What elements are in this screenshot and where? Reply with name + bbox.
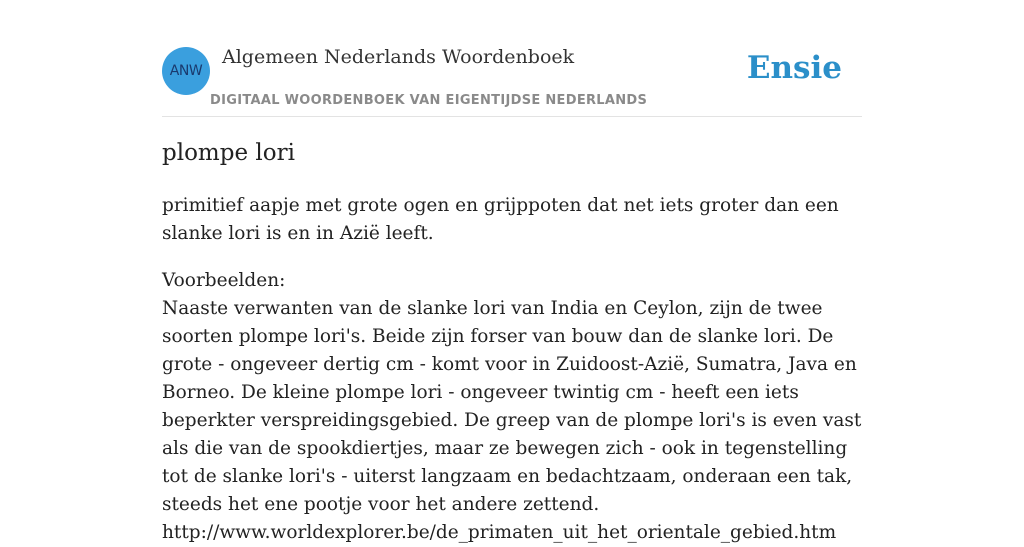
example-text: Naaste verwanten van de slanke lori van India en Ceylon, zijn de twee soorten plompe lori's. Beide zijn forser van bouw dan de slanke lori. De grote - ongeveer dertig cm - komt voor in Zuidoost-Azië, Sumatra, Java en Borneo. De kleine plompe lori - ongeveer twintig cm - heeft een iets beperkter verspreidingsgebied. De greep van de plompe lori's is even vast als die van de spookdiertjes, maar ze bewegen zich - ook in tegenstelling tot de slanke lori's - uiterst langzaam en bedachtzaam, onderaan een tak, steeds het ene pootje voor het andere zettend. bbox=[162, 298, 862, 515]
example-source-link[interactable]: http://www.worldexplorer.be/de_primaten_uit_het_orientale_gebied.htm bbox=[162, 522, 837, 543]
entry-card bbox=[162, 0, 862, 543]
site-header bbox=[162, 0, 862, 117]
entry-headword: plompe lori bbox=[162, 140, 295, 166]
anw-logo[interactable] bbox=[162, 47, 210, 95]
logo-text: ANW bbox=[169, 63, 203, 79]
site-subtitle: DIGITAAL WOORDENBOEK VAN EIGENTIJDSE NEDERLANDS bbox=[210, 93, 648, 108]
ensie-brand-logo[interactable]: Ensie bbox=[746, 50, 842, 86]
examples-section bbox=[162, 267, 862, 547]
site-title[interactable]: Algemeen Nederlands Woordenboek bbox=[222, 46, 575, 68]
entry-definition: primitief aapje met grote ogen en grijppoten dat net iets groter dan een slanke lori is en in Azië leeft. bbox=[162, 195, 839, 244]
examples-label: Voorbeelden: bbox=[162, 270, 286, 291]
